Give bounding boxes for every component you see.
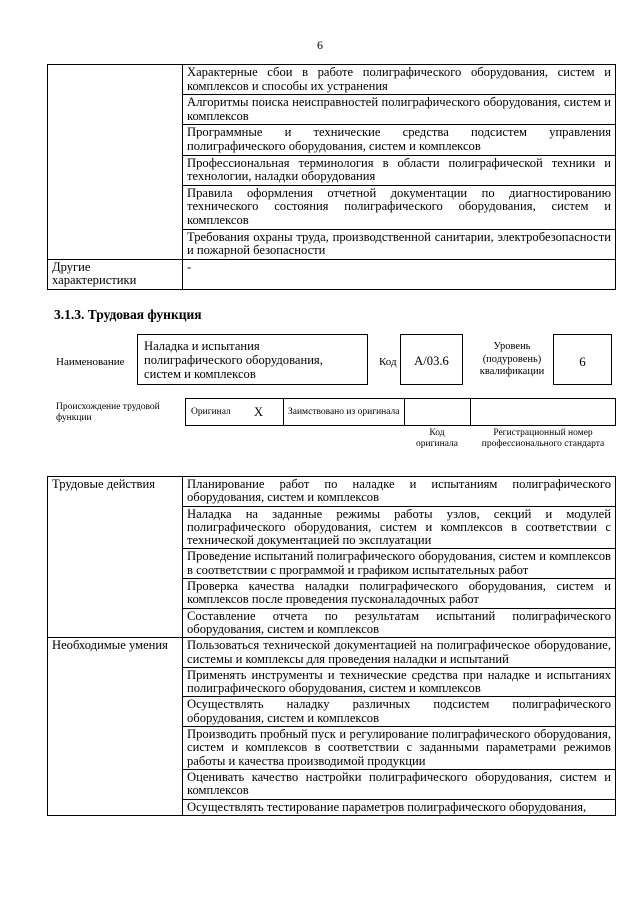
code-original-box — [404, 398, 471, 426]
row-text: Правила оформления отчетной документации по диагностированию технического состояния полиграфического оборудования, систем и комплексов — [183, 185, 616, 229]
knowledge-row — [48, 95, 616, 125]
section-label: Трудовые действия — [48, 477, 183, 638]
section-title: 3.1.3. Трудовая функция — [54, 307, 202, 322]
code-original-label: Код оригинала — [416, 428, 458, 449]
level-value: 6 — [579, 354, 586, 369]
level-label: Уровень (подуровень) квалификации — [479, 341, 545, 377]
code-label: Код — [379, 356, 397, 368]
list-item: Применять инструменты и технические средства при наладке и испытаниях полиграфического оборудования, систем и комплексов — [183, 667, 616, 697]
knowledge-row — [48, 259, 616, 289]
list-item: Проверка качества наладки полиграфического оборудования, систем и комплексов после проведения пусконаладочных работ — [183, 579, 616, 609]
section-label: Необходимые умения — [48, 638, 183, 816]
original-label: Оригинал — [191, 407, 231, 417]
actions-skills-table — [47, 476, 616, 816]
row-label — [48, 185, 183, 229]
list-item: Осуществлять наладку различных подсистем полиграфического оборудования, систем и комплексов — [183, 697, 616, 727]
function-name-value: Наладка и испытания полиграфического оборудования, систем и комплексов — [144, 339, 323, 381]
borrowed-box — [283, 398, 405, 426]
origin-label: Происхождение трудовой функции — [56, 402, 160, 423]
borrowed-label: Заимствовано из оригинала — [288, 407, 400, 417]
row-label — [48, 155, 183, 185]
row-text: Алгоритмы поиска неисправностей полиграфического оборудования, систем и комплексов — [183, 95, 616, 125]
row-label — [48, 95, 183, 125]
reg-number-box — [470, 398, 616, 426]
reg-number-label: Регистрационный номер профессионального стандарта — [481, 428, 605, 449]
name-label: Наименование — [56, 356, 125, 368]
row-label — [48, 65, 183, 95]
knowledge-row — [48, 65, 616, 95]
list-item: Наладка на заданные режимы работы узлов, секций и модулей полиграфического оборудования, систем и комплексов в соответствии с технической документацией по эксплуатации — [183, 506, 616, 549]
function-name-box — [137, 334, 368, 385]
knowledge-row — [48, 125, 616, 155]
row-label — [48, 229, 183, 259]
row-text: Профессиональная терминология в области полиграфической техники и технологии, наладки оборудования — [183, 155, 616, 185]
knowledge-table — [47, 64, 616, 290]
row-label — [48, 125, 183, 155]
row-text: Программные и технические средства подсистем управления полиграфического оборудования, систем и комплексов — [183, 125, 616, 155]
page-number: 6 — [317, 38, 323, 52]
row-text: - — [183, 259, 616, 289]
code-box — [400, 334, 463, 385]
level-box — [553, 334, 612, 385]
row-text: Характерные сбои в работе полиграфического оборудования, систем и комплексов и способы их устранения — [183, 65, 616, 95]
list-item: Производить пробный пуск и регулирование полиграфического оборудования, систем и комплексов в соответствии с заданными параметрами режимов работы и качества производимой продукции — [183, 727, 616, 770]
list-item: Составление отчета по результатам испытаний полиграфического оборудования, систем и комплексов — [183, 608, 616, 638]
list-item: Пользоваться технической документацией на полиграфическое оборудование, системы и комплексы для проведения наладки и испытаний — [183, 638, 616, 668]
original-mark: Х — [254, 405, 264, 419]
knowledge-row — [48, 229, 616, 259]
knowledge-row — [48, 185, 616, 229]
list-item: Проведение испытаний полиграфического оборудования, систем и комплексов в соответствии с программой и графиком испытательных работ — [183, 549, 616, 579]
list-item: Планирование работ по наладке и испытаниям полиграфического оборудования, систем и комплексов — [183, 477, 616, 507]
list-item: Оценивать качество настройки полиграфического оборудования, систем и комплексов — [183, 769, 616, 799]
table-row — [48, 477, 616, 507]
row-label: Другие характеристики — [48, 259, 183, 289]
knowledge-row — [48, 155, 616, 185]
table-row — [48, 638, 616, 668]
list-item: Осуществлять тестирование параметров полиграфического оборудования, — [183, 799, 616, 815]
original-box — [185, 398, 284, 426]
code-value: А/03.6 — [414, 354, 449, 368]
row-text: Требования охраны труда, производственной санитарии, электробезопасности и пожарной безопасности — [183, 229, 616, 259]
